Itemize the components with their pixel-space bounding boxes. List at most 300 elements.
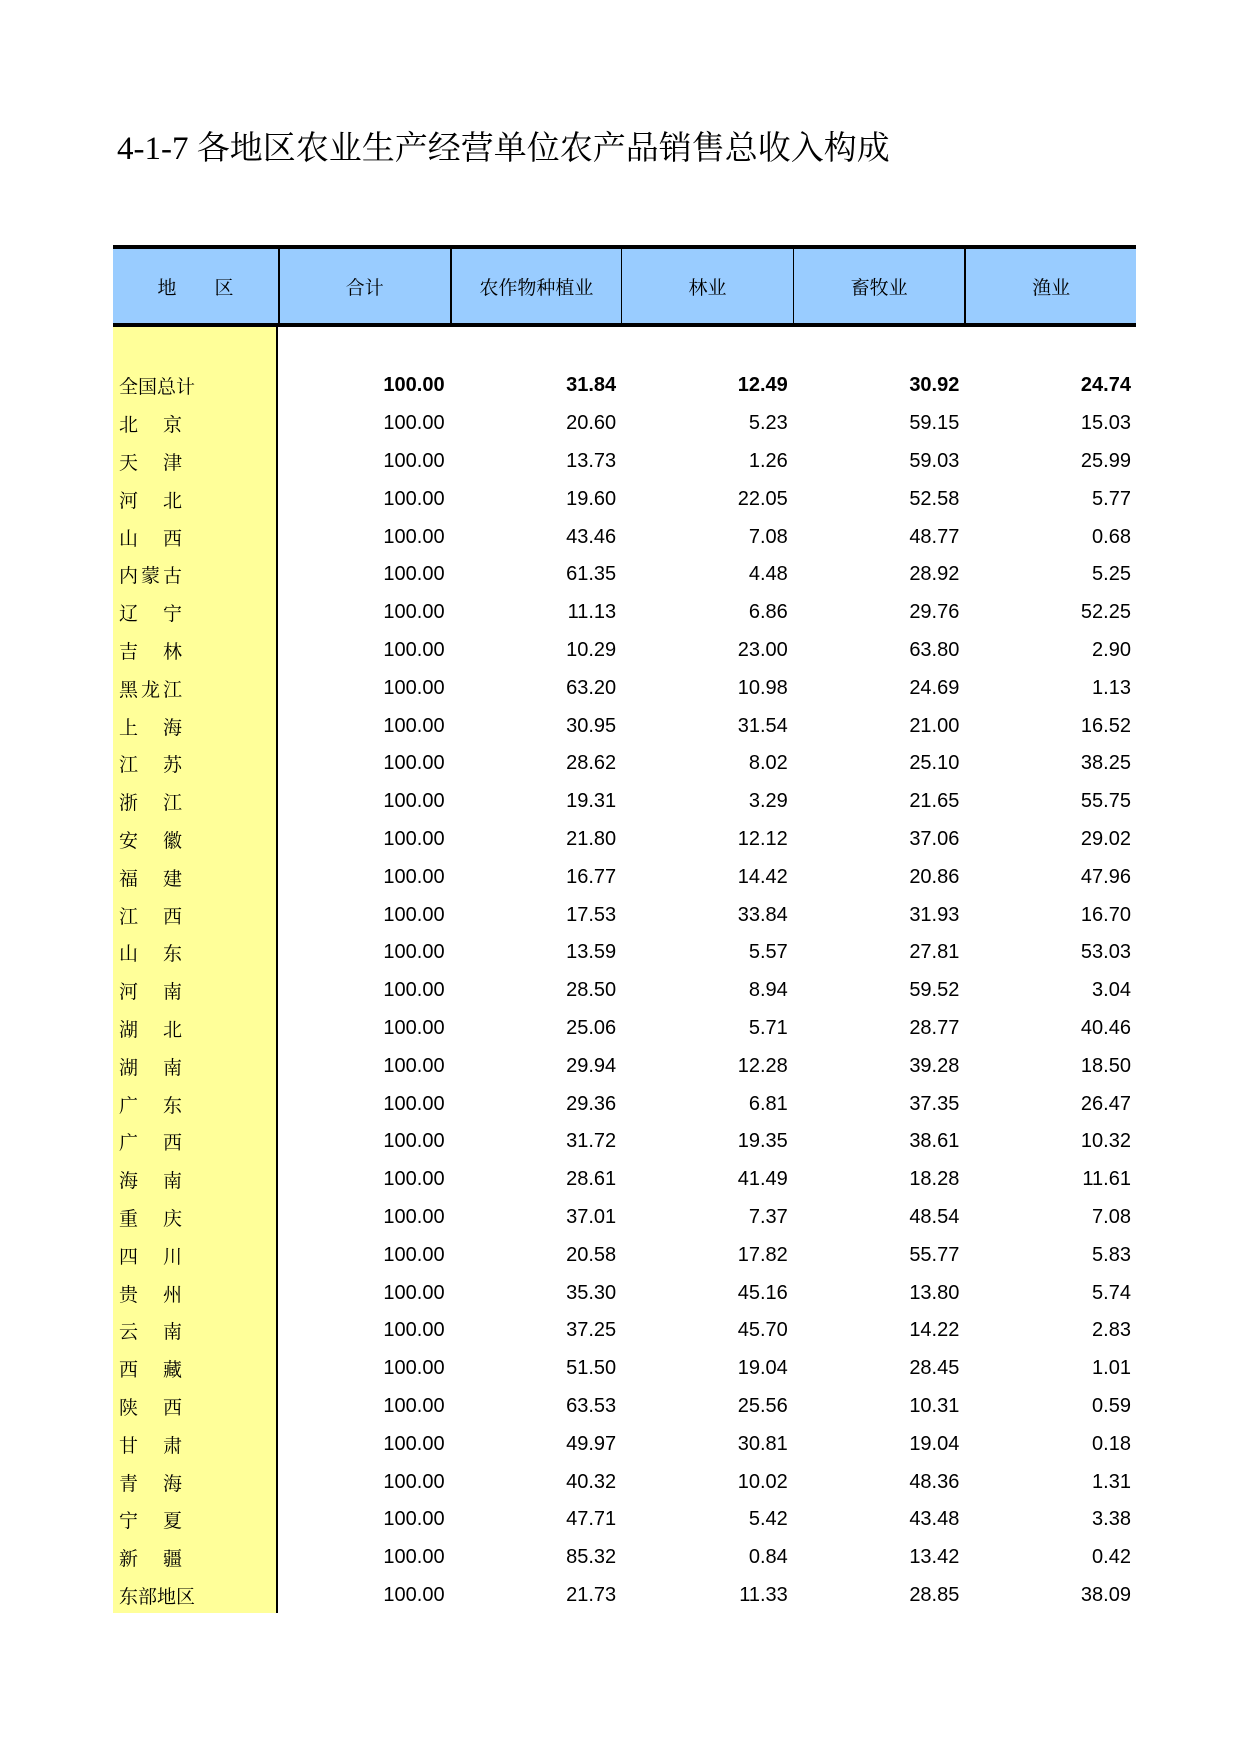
- region-name-part: 浙: [119, 792, 139, 815]
- region-name-part: 吉: [119, 640, 139, 663]
- data-table: [113, 245, 1136, 1614]
- value-cell: 0.84: [748, 1546, 788, 1569]
- value-cell: 37.25: [566, 1319, 617, 1342]
- value-cell: 0.42: [1092, 1546, 1131, 1569]
- region-name-part: 津: [162, 451, 182, 474]
- table-row: [113, 1274, 1136, 1312]
- value-cell: 21.65: [909, 790, 960, 813]
- value-cell: 5.71: [748, 1016, 788, 1039]
- value-cell: 39.28: [909, 1054, 960, 1077]
- table-row: [113, 1350, 1136, 1388]
- region-name-part: 江: [162, 678, 182, 701]
- value-cell: 12.28: [737, 1054, 788, 1077]
- value-cell: 11.13: [567, 601, 617, 624]
- value-cell: 1.13: [1092, 676, 1131, 699]
- value-cell: 12.12: [737, 827, 788, 850]
- value-cell: 100.00: [383, 1319, 445, 1342]
- table-row: [113, 518, 1136, 556]
- value-cell: 29.94: [566, 1054, 617, 1077]
- region-name-part: 海: [162, 1472, 182, 1495]
- region-name-part: 林: [162, 640, 182, 663]
- region-cell: [113, 1506, 278, 1533]
- table-row: [113, 1236, 1136, 1274]
- region-cell: [113, 1242, 278, 1269]
- value-cell: 20.86: [909, 865, 960, 888]
- value-cell: 10.29: [566, 638, 617, 661]
- region-name-part: 肃: [162, 1434, 182, 1457]
- region-name-part: 蒙: [140, 565, 160, 588]
- value-cell: 1.31: [1092, 1470, 1131, 1493]
- value-cell: 14.42: [737, 865, 788, 888]
- value-cell: 53.03: [1080, 941, 1131, 964]
- region-name-part: 贵: [119, 1283, 139, 1306]
- value-cell: 7.37: [748, 1205, 788, 1228]
- value-cell: 10.98: [737, 676, 788, 699]
- value-cell: 13.73: [566, 449, 617, 472]
- value-cell: 100.00: [383, 979, 445, 1002]
- table-row: [113, 783, 1136, 821]
- region-name-part: 徽: [162, 829, 182, 852]
- value-cell: 33.84: [737, 903, 788, 926]
- value-cell: 28.92: [909, 563, 960, 586]
- value-cell: 13.59: [566, 941, 617, 964]
- table-row: [113, 707, 1136, 745]
- table-row: [113, 1123, 1136, 1161]
- region-name-part: 辽: [119, 603, 139, 626]
- region-name-part: 广: [119, 1132, 139, 1155]
- value-cell: 100.00: [383, 903, 445, 926]
- table-row: [113, 1085, 1136, 1123]
- value-cell: 100.00: [383, 412, 445, 435]
- value-cell: 19.31: [566, 790, 617, 813]
- value-cell: 100.00: [383, 941, 445, 964]
- region-cell: [113, 675, 278, 702]
- region-cell: [113, 864, 278, 891]
- region-name-part: 重: [119, 1207, 139, 1230]
- table-header: [113, 249, 1136, 327]
- value-cell: 43.48: [909, 1508, 960, 1531]
- table-row: [113, 934, 1136, 972]
- value-cell: 18.50: [1080, 1054, 1131, 1077]
- value-cell: 5.25: [1092, 563, 1131, 586]
- value-cell: 10.02: [737, 1470, 788, 1493]
- value-cell: 31.54: [737, 714, 788, 737]
- header-fishery: 渔业: [964, 249, 1136, 323]
- table-row: [113, 1199, 1136, 1237]
- region-name-part: 海: [119, 1170, 139, 1193]
- value-cell: 19.04: [737, 1357, 788, 1380]
- region-name-part: 南: [162, 1321, 182, 1344]
- region-cell: [113, 1015, 278, 1042]
- value-cell: 43.46: [566, 525, 617, 548]
- value-cell: 100.00: [383, 1432, 445, 1455]
- value-cell: 28.85: [909, 1583, 960, 1606]
- value-cell: 100.00: [383, 449, 445, 472]
- region-name-part: 内: [119, 565, 139, 588]
- value-cell: 24.69: [909, 676, 960, 699]
- region-name-part: 苏: [162, 754, 182, 777]
- region-name-part: 京: [162, 414, 182, 437]
- value-cell: 38.25: [1080, 752, 1131, 775]
- value-cell: 5.57: [748, 941, 788, 964]
- region-name-part: 藏: [162, 1359, 182, 1382]
- value-cell: 10.31: [909, 1394, 960, 1417]
- region-cell: [113, 750, 278, 777]
- region-name-part: 西: [119, 1359, 139, 1382]
- value-cell: 31.84: [566, 374, 617, 397]
- value-cell: 3.29: [748, 790, 788, 813]
- value-cell: 100.00: [383, 601, 445, 624]
- region-name-part: 东: [162, 1094, 182, 1117]
- value-cell: 11.33: [739, 1583, 788, 1606]
- value-cell: 100.00: [383, 865, 445, 888]
- page-title: 4-1-7 各地区农业生产经营单位农产品销售总收入构成: [117, 131, 890, 167]
- value-cell: 30.92: [909, 374, 960, 397]
- value-cell: 30.81: [737, 1432, 788, 1455]
- value-cell: 11.61: [1082, 1168, 1131, 1191]
- value-cell: 13.80: [909, 1281, 960, 1304]
- value-cell: 29.02: [1080, 827, 1131, 850]
- value-cell: 25.99: [1080, 449, 1131, 472]
- value-cell: 59.03: [909, 449, 960, 472]
- region-name-part: 青: [119, 1472, 139, 1495]
- value-cell: 100.00: [383, 374, 445, 397]
- value-cell: 59.52: [909, 979, 960, 1002]
- header-crops: 农作物种植业: [450, 249, 622, 323]
- region-name-part: 南: [162, 981, 182, 1004]
- value-cell: 100.00: [383, 1168, 445, 1191]
- region-cell: [113, 486, 278, 513]
- region-cell: [113, 1128, 278, 1155]
- region-name-part: 湖: [119, 1056, 139, 1079]
- value-cell: 12.49: [737, 374, 788, 397]
- value-cell: 2.90: [1092, 638, 1131, 661]
- value-cell: 5.74: [1092, 1281, 1131, 1304]
- value-cell: 23.00: [737, 638, 788, 661]
- table-row: [113, 405, 1136, 443]
- value-cell: 100.00: [383, 1583, 445, 1606]
- header-total: 合计: [278, 249, 450, 323]
- value-cell: 28.50: [566, 979, 617, 1002]
- region-cell: [113, 939, 278, 966]
- table-row: [113, 669, 1136, 707]
- value-cell: 6.81: [748, 1092, 788, 1115]
- region-name-part: 庆: [162, 1207, 182, 1230]
- region-cell: [113, 410, 278, 437]
- value-cell: 21.80: [566, 827, 617, 850]
- table-row: [113, 1539, 1136, 1577]
- value-cell: 17.53: [566, 903, 617, 926]
- value-cell: 25.06: [566, 1016, 617, 1039]
- value-cell: 100.00: [383, 638, 445, 661]
- value-cell: 100.00: [383, 1281, 445, 1304]
- region-name-part: 云: [119, 1321, 139, 1344]
- value-cell: 47.71: [566, 1508, 617, 1531]
- table-row: [113, 1501, 1136, 1539]
- value-cell: 40.46: [1080, 1016, 1131, 1039]
- region-name-part: 北: [119, 414, 139, 437]
- value-cell: 28.45: [909, 1357, 960, 1380]
- value-cell: 35.30: [566, 1281, 617, 1304]
- value-cell: 52.58: [909, 487, 960, 510]
- region-name-part: 宁: [119, 1510, 139, 1533]
- value-cell: 7.08: [1092, 1205, 1131, 1228]
- table-row: [113, 821, 1136, 859]
- table-row: [113, 896, 1136, 934]
- table-row: [113, 745, 1136, 783]
- value-cell: 28.61: [566, 1168, 617, 1191]
- value-cell: 7.08: [748, 525, 788, 548]
- value-cell: 100.00: [383, 1546, 445, 1569]
- region-name-part: 河: [119, 489, 139, 512]
- region-name-part: 福: [119, 867, 139, 890]
- value-cell: 1.01: [1092, 1357, 1131, 1380]
- value-cell: 40.32: [566, 1470, 617, 1493]
- value-cell: 18.28: [909, 1168, 960, 1191]
- value-cell: 5.83: [1092, 1243, 1131, 1266]
- region-name-part: 全国总计: [119, 376, 196, 399]
- value-cell: 20.58: [566, 1243, 617, 1266]
- region-name-part: 新: [119, 1548, 139, 1571]
- region-name-part: 建: [162, 867, 182, 890]
- region-cell: [113, 1355, 278, 1382]
- region-cell: [113, 902, 278, 929]
- region-name-part: 海: [162, 716, 182, 739]
- region-cell: [113, 1393, 278, 1420]
- value-cell: 48.77: [909, 525, 960, 548]
- region-cell: [113, 637, 278, 664]
- region-cell: [113, 1431, 278, 1458]
- value-cell: 13.42: [909, 1546, 960, 1569]
- region-cell: [113, 524, 278, 551]
- value-cell: 27.81: [909, 941, 960, 964]
- value-cell: 31.72: [566, 1130, 617, 1153]
- table-row: [113, 556, 1136, 594]
- region-name-part: 东: [162, 943, 182, 966]
- value-cell: 48.54: [909, 1205, 960, 1228]
- header-region: 地 区: [157, 276, 234, 299]
- region-cell: [113, 561, 278, 588]
- table-row: [113, 858, 1136, 896]
- value-cell: 100.00: [383, 714, 445, 737]
- region-name-part: 南: [162, 1170, 182, 1193]
- region-cell: [113, 1091, 278, 1118]
- region-name-part: 西: [162, 1132, 182, 1155]
- value-cell: 5.42: [748, 1508, 788, 1531]
- region-name-part: 湖: [119, 1018, 139, 1041]
- region-name-part: 山: [119, 943, 139, 966]
- value-cell: 5.77: [1092, 487, 1131, 510]
- value-cell: 100.00: [383, 1092, 445, 1115]
- value-cell: 100.00: [383, 1508, 445, 1531]
- value-cell: 45.16: [737, 1281, 788, 1304]
- value-cell: 100.00: [383, 1205, 445, 1228]
- value-cell: 29.36: [566, 1092, 617, 1115]
- region-cell: [113, 599, 278, 626]
- region-cell: [113, 1280, 278, 1307]
- table-row: [113, 1161, 1136, 1199]
- region-name-part: 川: [162, 1245, 182, 1268]
- value-cell: 14.22: [909, 1319, 960, 1342]
- table-row: [113, 632, 1136, 670]
- value-cell: 52.25: [1080, 601, 1131, 624]
- region-name-part: 江: [119, 905, 139, 928]
- region-name-part: 陕: [119, 1396, 139, 1419]
- value-cell: 45.70: [737, 1319, 788, 1342]
- region-name-part: 西: [162, 527, 182, 550]
- value-cell: 100.00: [383, 676, 445, 699]
- value-cell: 30.95: [566, 714, 617, 737]
- value-cell: 63.80: [909, 638, 960, 661]
- table-row: [113, 1388, 1136, 1426]
- region-name-part: 南: [162, 1056, 182, 1079]
- region-name-part: 古: [162, 565, 182, 588]
- value-cell: 16.52: [1080, 714, 1131, 737]
- value-cell: 37.01: [566, 1205, 617, 1228]
- region-cell: [113, 1166, 278, 1193]
- table-row: [113, 1010, 1136, 1048]
- value-cell: 0.68: [1092, 525, 1131, 548]
- value-cell: 55.77: [909, 1243, 960, 1266]
- value-cell: 28.77: [909, 1016, 960, 1039]
- header-livestock: 畜牧业: [793, 249, 965, 323]
- value-cell: 100.00: [383, 1054, 445, 1077]
- value-cell: 100.00: [383, 790, 445, 813]
- value-cell: 10.32: [1080, 1130, 1131, 1153]
- region-name-part: 西: [162, 905, 182, 928]
- value-cell: 16.70: [1080, 903, 1131, 926]
- value-cell: 100.00: [383, 1243, 445, 1266]
- value-cell: 63.53: [566, 1394, 617, 1417]
- value-cell: 3.04: [1092, 979, 1131, 1002]
- value-cell: 0.18: [1092, 1432, 1131, 1455]
- value-cell: 51.50: [566, 1357, 617, 1380]
- value-cell: 8.94: [748, 979, 788, 1002]
- value-cell: 55.75: [1080, 790, 1131, 813]
- value-cell: 28.62: [566, 752, 617, 775]
- value-cell: 26.47: [1080, 1092, 1131, 1115]
- value-cell: 100.00: [383, 1016, 445, 1039]
- value-cell: 0.59: [1092, 1394, 1131, 1417]
- value-cell: 38.61: [909, 1130, 960, 1153]
- region-name-part: 安: [119, 829, 139, 852]
- value-cell: 2.83: [1092, 1319, 1131, 1342]
- value-cell: 38.09: [1080, 1583, 1131, 1606]
- value-cell: 47.96: [1080, 865, 1131, 888]
- value-cell: 100.00: [383, 1394, 445, 1417]
- region-cell: [113, 448, 278, 475]
- region-cell: [113, 1544, 278, 1571]
- table-row: [113, 1047, 1136, 1085]
- value-cell: 22.05: [737, 487, 788, 510]
- value-cell: 85.32: [566, 1546, 617, 1569]
- table-row: [113, 1463, 1136, 1501]
- value-cell: 6.86: [748, 601, 788, 624]
- value-cell: 29.76: [909, 601, 960, 624]
- region-cell: [113, 1204, 278, 1231]
- value-cell: 19.35: [737, 1130, 788, 1153]
- value-cell: 41.49: [737, 1168, 788, 1191]
- region-name-part: 夏: [162, 1510, 182, 1533]
- value-cell: 15.03: [1080, 412, 1131, 435]
- region-cell: [113, 788, 278, 815]
- value-cell: 61.35: [566, 563, 617, 586]
- region-name-part: 宁: [162, 603, 182, 626]
- region-name-part: 广: [119, 1094, 139, 1117]
- table-row: [113, 594, 1136, 632]
- table-row: [113, 1577, 1136, 1615]
- value-cell: 37.06: [909, 827, 960, 850]
- value-cell: 100.00: [383, 827, 445, 850]
- region-cell: [113, 826, 278, 853]
- region-cell: [113, 1053, 278, 1080]
- value-cell: 16.77: [566, 865, 617, 888]
- value-cell: 19.04: [909, 1432, 960, 1455]
- region-name-part: 龙: [140, 678, 160, 701]
- region-name-part: 北: [162, 1018, 182, 1041]
- region-name-part: 上: [119, 716, 139, 739]
- region-name-part: 山: [119, 527, 139, 550]
- region-cell: [113, 1317, 278, 1344]
- region-name-part: 江: [162, 792, 182, 815]
- value-cell: 5.23: [748, 412, 788, 435]
- region-name-part: 天: [119, 451, 139, 474]
- value-cell: 19.60: [566, 487, 617, 510]
- region-name-part: 河: [119, 981, 139, 1004]
- table-row: [113, 480, 1136, 518]
- region-name-part: 西: [162, 1396, 182, 1419]
- value-cell: 25.56: [737, 1394, 788, 1417]
- region-cell: [113, 1582, 278, 1609]
- region-cell: [113, 713, 278, 740]
- value-cell: 63.20: [566, 676, 617, 699]
- value-cell: 21.73: [566, 1583, 617, 1606]
- value-cell: 8.02: [748, 752, 788, 775]
- value-cell: 25.10: [909, 752, 960, 775]
- region-name-part: 北: [162, 489, 182, 512]
- value-cell: 21.00: [909, 714, 960, 737]
- value-cell: 17.82: [737, 1243, 788, 1266]
- value-cell: 100.00: [383, 487, 445, 510]
- table-row: [113, 367, 1136, 405]
- region-name-part: 四: [119, 1245, 139, 1268]
- table-row: [113, 1312, 1136, 1350]
- value-cell: 59.15: [909, 412, 960, 435]
- region-name-part: 江: [119, 754, 139, 777]
- table-row: [113, 972, 1136, 1010]
- value-cell: 37.35: [909, 1092, 960, 1115]
- region-name-part: 州: [162, 1283, 182, 1306]
- region-name-part: 黑: [119, 678, 139, 701]
- value-cell: 24.74: [1080, 374, 1131, 397]
- value-cell: 48.36: [909, 1470, 960, 1493]
- header-forestry: 林业: [621, 249, 793, 323]
- value-cell: 3.38: [1092, 1508, 1131, 1531]
- table-row: [113, 443, 1136, 481]
- table-body: [113, 327, 1136, 1614]
- value-cell: 20.60: [566, 412, 617, 435]
- region-name-part: 东部地区: [119, 1585, 196, 1608]
- value-cell: 100.00: [383, 752, 445, 775]
- table-row: [113, 1425, 1136, 1463]
- value-cell: 100.00: [383, 1357, 445, 1380]
- value-cell: 4.48: [748, 563, 788, 586]
- value-cell: 100.00: [383, 1130, 445, 1153]
- value-cell: 1.26: [748, 449, 788, 472]
- value-cell: 31.93: [909, 903, 960, 926]
- region-cell: [113, 372, 278, 399]
- region-name-part: 疆: [162, 1548, 182, 1571]
